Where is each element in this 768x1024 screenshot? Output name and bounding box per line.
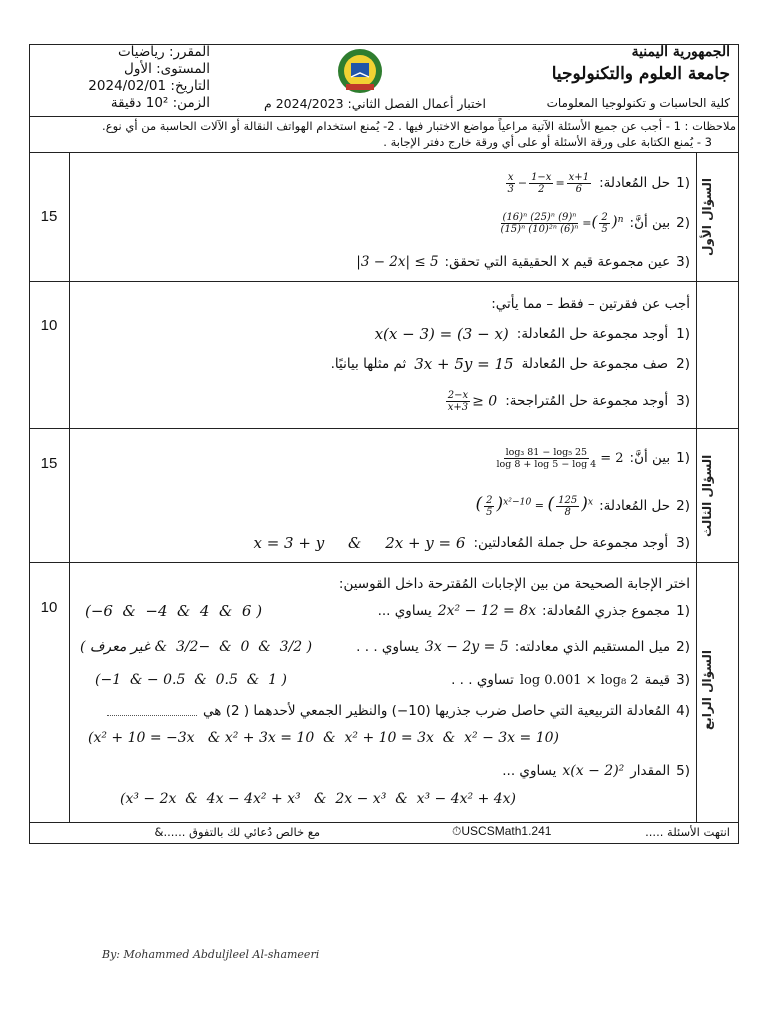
- exam-title: اختبار أعمال الفصل الثاني: 2024/2023 م: [264, 96, 486, 111]
- q2-intro: أجب عن فقرتين – فقط – مما يأتي:: [491, 296, 690, 312]
- q3-log-identity: $\frac{\text{log₃ 81 − log₅ 25}}{\log 8 + \log 5 - \log 4}$ = 2: [496, 446, 624, 470]
- answer-blank: [107, 707, 197, 716]
- notes-line-1: ملاحظات : 1 - أجب عن جميع الأسئلة الآتية مراعياً مواضع الاختبار فيها . 2- يُمنع استخدام الهواتف النقالة أو الآلات الحاسبة من أي نوع.: [102, 119, 736, 133]
- q2-item-1: 1) أوجد مجموعة حل المُعادلة: x(x − 3) = (3 − x): [374, 325, 690, 343]
- question-4-label: السؤال الرابع: [700, 650, 714, 730]
- q4-item-2: 2) ميل المستقيم الذي معادلته: 3x − 2y = 5 يساوي . . . ( 3/2 & 0 & −3/2 & غير معرف ): [80, 639, 690, 655]
- q2-item-2: 2) صف مجموعة حل المُعادلة 3x + 5y = 15 ثم مثلها بيانيًا.: [330, 355, 690, 373]
- label-column-divider: [696, 152, 697, 822]
- question-4-mark: 10: [40, 599, 58, 616]
- q1-item-2: 2) بين أنَّ: $\frac{\text{(16)ⁿ (25)ⁿ (9)ⁿ}}{\text{(15)ⁿ (10)²ⁿ (6)ⁿ}}$ =( $\frac{2}{5}$ )$^n$: [410, 205, 690, 241]
- republic-name: الجمهورية اليمنية: [631, 44, 730, 60]
- q3-item-3: 3) أوجد مجموعة حل جملة المُعادلتين: x = 3 + y & 2x + y = 6: [253, 534, 690, 552]
- q4-item-4-options: (x² + 10 = −3x & x² + 3x = 10 & x² + 10 = 3x & x² − 3x = 10): [88, 730, 559, 746]
- end-of-questions: انتهت الأسئلة .....: [645, 825, 730, 839]
- divider: [29, 116, 739, 117]
- divider: [29, 152, 739, 153]
- question-1-mark: 15: [40, 208, 58, 225]
- question-3-label: السؤال الثالث: [700, 454, 714, 538]
- closing-wish: مع خالص دُعائي لك بالتفوق ......&: [154, 825, 320, 839]
- q3-item-1: 1) بين أنَّ: $\frac{\text{log₃ 81 − log₅ 25}}{\log 8 + \log 5 - \log 4}$ = 2: [420, 440, 690, 476]
- q1-item-1: 1) حل المُعادلة: $\frac{x}{3}$ − $\frac{1-x}{2}$ = $\frac{x+1}{6}$: [440, 166, 690, 200]
- divider: [29, 281, 739, 282]
- clock-icon: ⏱: [452, 824, 462, 838]
- q1-identity: $\frac{\text{(16)ⁿ (25)ⁿ (9)ⁿ}}{\text{(15)ⁿ (10)²ⁿ (6)ⁿ}}$ =( $\frac{2}{5}$ )$^n$: [500, 211, 624, 235]
- author-signature: By: Mohammed Abduljleel Al-shameeri: [102, 948, 320, 961]
- q4-item-2-options: ( 3/2 & 0 & −3/2 & غير معرف ): [80, 639, 313, 655]
- q1-equation: $\frac{x}{3}$ − $\frac{1-x}{2}$ = $\frac{x+1}{6}$: [507, 171, 590, 195]
- mark-column-divider: [69, 152, 70, 822]
- question-2-mark: 10: [40, 317, 58, 334]
- university-name: جامعة العلوم والتكنولوجيا: [551, 64, 730, 84]
- university-logo: [336, 46, 384, 96]
- q3-item-2: 2) حل المُعادلة: ( $\frac{2}{5}$ )$^{x^2-10}$ = ( $\frac{125}{8}$ )$^x$: [475, 494, 690, 518]
- divider: [29, 562, 739, 563]
- q1-item-3: 3) عين مجموعة قيم x الحقيقية التي تحقق: |3 − 2x| ≤ 5: [356, 254, 690, 270]
- q4-item-5-options: (x³ − 2x & 4x − 4x² + x³ & 2x − x³ & x³ − 4x² + 4x): [120, 791, 517, 807]
- q4-item-5: 5) المقدار x(x − 2)² يساوي ...: [502, 763, 690, 779]
- q3-exponential-equation: ( $\frac{2}{5}$ )$^{x^2-10}$ = ( $\frac{125}{8}$ )$^x$: [475, 494, 594, 518]
- q4-item-1: 1) مجموع جذري المُعادلة: 2x² − 12 = 8x يساوي ... (−6 & −4 & 4 & 6 ): [85, 602, 690, 620]
- divider: [29, 822, 739, 823]
- q4-item-1-options: (−6 & −4 & 4 & 6 ): [85, 602, 263, 620]
- notes-line-2: 3 - يُمنع الكتابة على ورقة الأسئلة أو على أي ورقة خارج دفتر الإجابة .: [383, 135, 712, 149]
- divider: [29, 428, 739, 429]
- q2-item-3: 3) أوجد مجموعة حل المُتراجحة: $\frac{2-x}{x+3}$ ≥ 0: [447, 389, 690, 413]
- college-name: كلية الحاسبات و تكنولوجيا المعلومات: [546, 96, 730, 110]
- course-info: المقرر: رياضيات المستوى: الأول التاريخ: 2024/02/01 الزمن: 10² دقيقة: [88, 44, 210, 111]
- exam-code: ⏱USCSMath1.241: [452, 824, 552, 838]
- q4-intro: اختر الإجابة الصحيحة من بين الإجابات المُقترحة داخل القوسين:: [338, 576, 690, 592]
- question-1-label: السؤال الأول: [700, 178, 714, 257]
- q4-item-3-options: (−1 & − 0.5 & 0.5 & 1 ): [95, 672, 287, 688]
- question-3-mark: 15: [40, 455, 58, 472]
- q4-item-4: 4) المُعادلة التربيعية التي حاصل ضرب جذريها (10−) والنظير الجمعي لأحدهما ( 2) هي: [85, 700, 690, 722]
- q4-item-3: 3) قيمة log 0.001 × log₈ 2 تساوي . . . (−1 & − 0.5 & 0.5 & 1 ): [95, 672, 690, 688]
